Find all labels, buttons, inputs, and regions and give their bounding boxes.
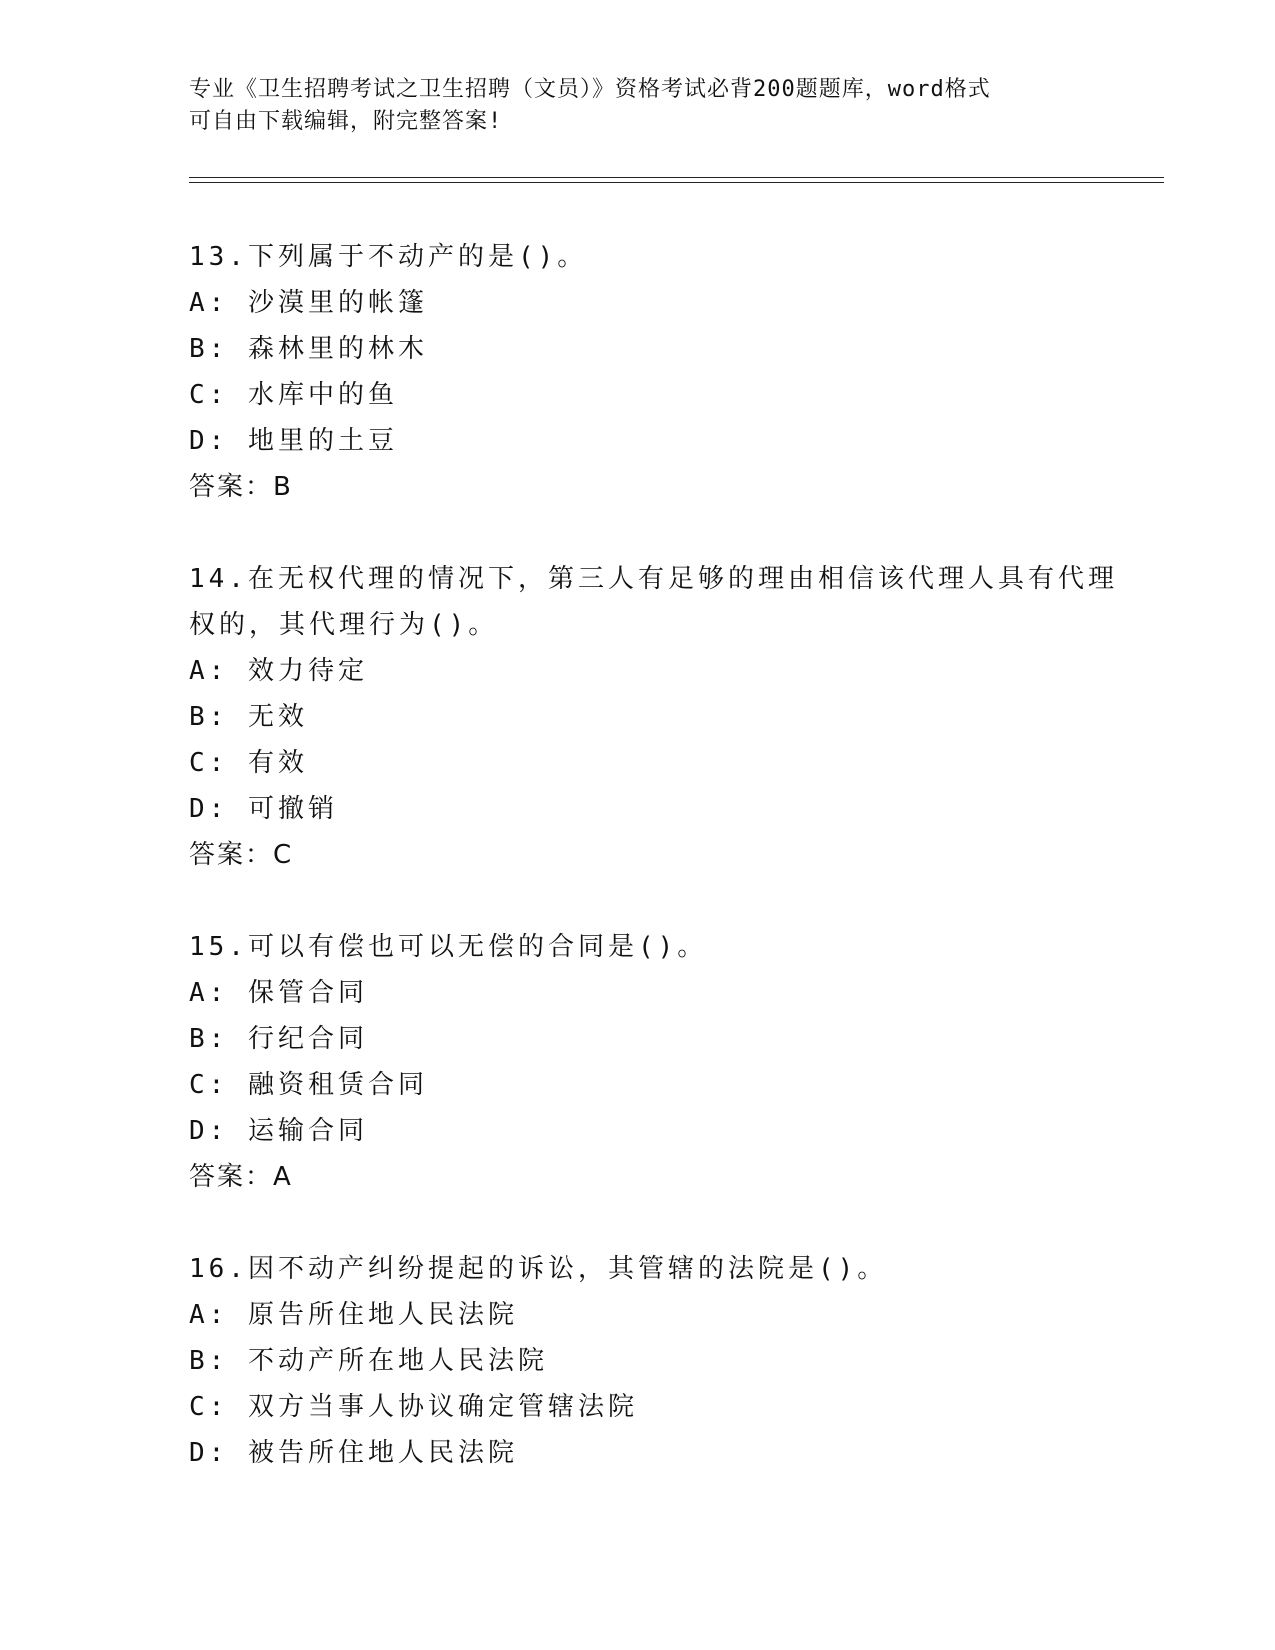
answer-line: 答案：B xyxy=(189,472,293,502)
header-title-line-2: 可自由下载编辑，附完整答案! xyxy=(189,109,503,134)
answer-line: 答案：C xyxy=(189,840,294,870)
option-a: A: 沙漠里的帐篷 xyxy=(189,288,428,318)
header-divider-bottom xyxy=(189,182,1164,183)
option-b: B: 无效 xyxy=(189,702,308,732)
question-list xyxy=(189,234,1118,1522)
question-15 xyxy=(189,924,1089,1200)
question-14 xyxy=(189,556,1118,878)
question-stem: 16.因不动产纠纷提起的诉讼，其管辖的法院是()。 xyxy=(189,1254,888,1284)
option-c: C: 有效 xyxy=(189,748,308,778)
option-c: C: 融资租赁合同 xyxy=(189,1070,428,1100)
option-a: A: 保管合同 xyxy=(189,978,368,1008)
option-a: A: 效力待定 xyxy=(189,656,368,686)
document-header xyxy=(189,74,1069,138)
question-stem: 15.可以有偿也可以无偿的合同是()。 xyxy=(189,932,708,962)
option-d: D: 可撤销 xyxy=(189,794,338,824)
question-16 xyxy=(189,1246,1089,1476)
option-b: B: 不动产所在地人民法院 xyxy=(189,1346,548,1376)
option-d: D: 被告所住地人民法院 xyxy=(189,1438,518,1468)
question-stem: 13.下列属于不动产的是()。 xyxy=(189,242,588,272)
answer-line: 答案：A xyxy=(189,1162,293,1192)
header-divider-top xyxy=(189,177,1164,178)
option-d: D: 运输合同 xyxy=(189,1116,368,1146)
option-d: D: 地里的土豆 xyxy=(189,426,398,456)
question-13 xyxy=(189,234,1089,510)
question-stem-line-2: 权的，其代理行为()。 xyxy=(189,610,499,640)
option-c: C: 水库中的鱼 xyxy=(189,380,398,410)
option-c: C: 双方当事人协议确定管辖法院 xyxy=(189,1392,638,1422)
option-b: B: 行纪合同 xyxy=(189,1024,368,1054)
option-a: A: 原告所住地人民法院 xyxy=(189,1300,518,1330)
option-b: B: 森林里的林木 xyxy=(189,334,428,364)
header-title-line-1: 专业《卫生招聘考试之卫生招聘（文员）》资格考试必背200题题库，word格式 xyxy=(189,77,991,102)
question-stem-line-1: 14.在无权代理的情况下，第三人有足够的理由相信该代理人具有代理 xyxy=(189,564,1118,594)
